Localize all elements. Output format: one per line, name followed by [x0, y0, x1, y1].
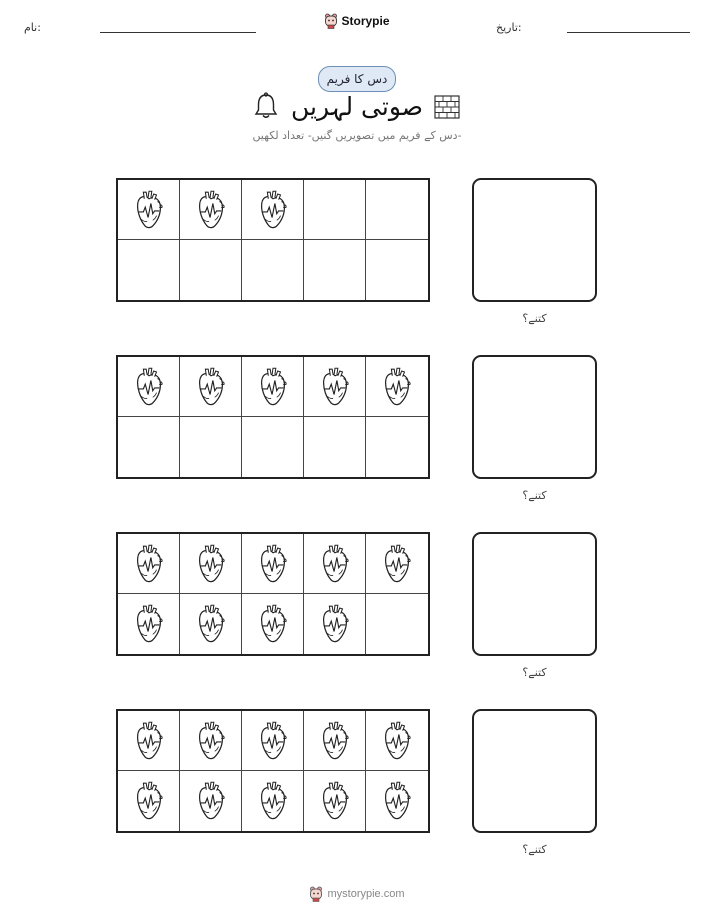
anatomical-heart-icon: [196, 603, 226, 645]
anatomical-heart-icon: [382, 543, 412, 585]
anatomical-heart-icon: [382, 366, 412, 408]
ten-frame-cell: [242, 771, 304, 831]
ten-frame: [116, 709, 430, 833]
ten-frame-cell: [180, 771, 242, 831]
ten-frame-cell: [118, 594, 180, 654]
ten-frame: [116, 355, 430, 479]
anatomical-heart-icon: [134, 189, 164, 231]
anatomical-heart-icon: [382, 780, 412, 822]
anatomical-heart-icon: [196, 189, 226, 231]
ten-frame-cell: [366, 240, 428, 300]
anatomical-heart-icon: [320, 366, 350, 408]
brand-logo: [0, 13, 714, 33]
anatomical-heart-icon: [320, 780, 350, 822]
date-line[interactable]: [567, 32, 690, 33]
name-label: نام:: [24, 21, 41, 34]
brand-name: Storypie: [341, 14, 390, 28]
ten-frame-cell: [242, 180, 304, 240]
footer-url: mystorypie.com: [327, 888, 405, 900]
anatomical-heart-icon: [320, 603, 350, 645]
answer-box[interactable]: [472, 532, 597, 656]
ten-frame-cell: [180, 534, 242, 594]
instructions: دس کے فریم میں تصویریں گنیں- تعداد لکھیں-: [252, 129, 462, 142]
count-question: کتنے؟: [522, 312, 547, 325]
anatomical-heart-icon: [258, 366, 288, 408]
count-question: کتنے؟: [522, 489, 547, 502]
anatomical-heart-icon: [196, 780, 226, 822]
mascot-icon: [309, 886, 323, 902]
ten-frame-cell: [242, 357, 304, 417]
ten-frame-cell: [242, 534, 304, 594]
ten-frame-cell: [304, 417, 366, 477]
anatomical-heart-icon: [258, 189, 288, 231]
ten-frame-cell: [242, 594, 304, 654]
date-label: تاریخ:: [496, 21, 522, 34]
ten-frame-cell: [366, 180, 428, 240]
ten-frame-cell: [366, 357, 428, 417]
anatomical-heart-icon: [320, 543, 350, 585]
ten-frame-cell: [242, 417, 304, 477]
ten-frame-cell: [304, 771, 366, 831]
ten-frame-cell: [242, 711, 304, 771]
ten-frame-cell: [180, 417, 242, 477]
brick-wall-icon: [434, 95, 460, 119]
ten-frame-cell: [118, 417, 180, 477]
mascot-icon: [324, 13, 338, 29]
ten-frame-cell: [366, 711, 428, 771]
anatomical-heart-icon: [134, 780, 164, 822]
anatomical-heart-icon: [382, 720, 412, 762]
ten-frame-cell: [304, 180, 366, 240]
answer-box[interactable]: [472, 355, 597, 479]
ten-frame-cell: [366, 771, 428, 831]
ten-frame-cell: [180, 240, 242, 300]
ten-frame: [116, 178, 430, 302]
ten-frame-cell: [118, 180, 180, 240]
page-title: صوتی لہریں: [291, 92, 423, 121]
topic-badge: دس کا فریم: [318, 66, 396, 92]
anatomical-heart-icon: [134, 366, 164, 408]
anatomical-heart-icon: [134, 720, 164, 762]
ten-frame-cell: [118, 711, 180, 771]
ten-frame: [116, 532, 430, 656]
ten-frame-cell: [118, 240, 180, 300]
ten-frame-cell: [366, 534, 428, 594]
count-question: کتنے؟: [522, 666, 547, 679]
anatomical-heart-icon: [196, 720, 226, 762]
ten-frame-cell: [304, 534, 366, 594]
ten-frame-cell: [242, 240, 304, 300]
anatomical-heart-icon: [196, 543, 226, 585]
footer: [0, 886, 714, 905]
ten-frame-cell: [118, 534, 180, 594]
ten-frame-cell: [180, 357, 242, 417]
ten-frame-cell: [304, 240, 366, 300]
answer-box[interactable]: [472, 709, 597, 833]
ten-frame-cell: [366, 594, 428, 654]
anatomical-heart-icon: [134, 543, 164, 585]
ten-frame-cell: [304, 594, 366, 654]
anatomical-heart-icon: [196, 366, 226, 408]
ten-frame-cell: [118, 771, 180, 831]
answer-box[interactable]: [472, 178, 597, 302]
ten-frame-cell: [366, 417, 428, 477]
anatomical-heart-icon: [258, 780, 288, 822]
ten-frame-cell: [118, 357, 180, 417]
ten-frame-cell: [304, 711, 366, 771]
anatomical-heart-icon: [134, 603, 164, 645]
ten-frame-cell: [180, 180, 242, 240]
anatomical-heart-icon: [258, 603, 288, 645]
ten-frame-cell: [304, 357, 366, 417]
anatomical-heart-icon: [258, 720, 288, 762]
anatomical-heart-icon: [258, 543, 288, 585]
ten-frame-cell: [180, 711, 242, 771]
count-question: کتنے؟: [522, 843, 547, 856]
anatomical-heart-icon: [320, 720, 350, 762]
ten-frame-cell: [180, 594, 242, 654]
